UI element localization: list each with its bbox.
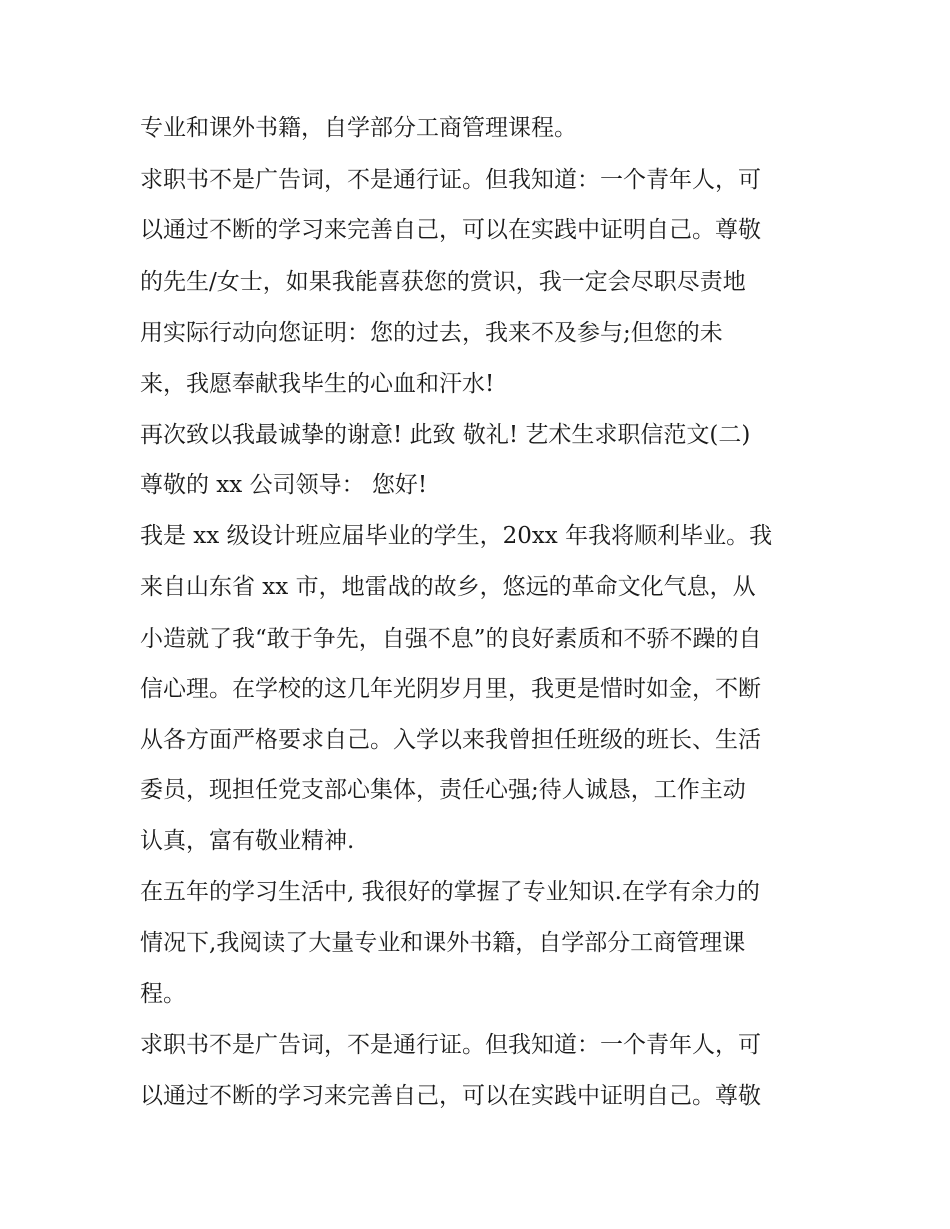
text-line: 小造就了我“敢于争先，自强不息”的良好素质和不骄不躁的自 xyxy=(140,626,762,652)
text-line: 情况下,我阅读了大量专业和课外书籍，自学部分工商管理课 xyxy=(140,930,746,956)
text-line: 信心理。在学校的这几年光阴岁月里，我更是惜时如金，不断 xyxy=(140,676,761,702)
text-line: 的先生/女士，如果我能喜获您的赏识，我一定会尽职尽责地 xyxy=(140,269,746,295)
text-line: 我是 xx 级设计班应届毕业的学生，20xx 年我将顺利毕业。我 xyxy=(140,523,773,549)
text-line: 以通过不断的学习来完善自己，可以在实践中证明自己。尊敬 xyxy=(140,1083,761,1109)
text-line: 程。 xyxy=(140,981,186,1007)
text-line: 以通过不断的学习来完善自己，可以在实践中证明自己。尊敬 xyxy=(140,217,761,243)
text-line: 来，我愿奉献我毕生的心血和汗水! xyxy=(140,371,495,397)
text-line: 求职书不是广告词，不是通行证。但我知道：一个青年人，可 xyxy=(140,167,761,193)
text-line: 委员，现担任党支部心集体，责任心强;待人诚恳，工作主动 xyxy=(140,777,746,803)
text-line: 在五年的学习生活中, 我很好的掌握了专业知识.在学有余力的 xyxy=(140,879,760,905)
text-line: 从各方面严格要求自己。入学以来我曾担任班级的班长、生活 xyxy=(140,727,761,753)
text-line: 再次致以我最诚挚的谢意! 此致 敬礼! 艺术生求职信范文(二) xyxy=(140,422,751,448)
text-line: 求职书不是广告词，不是通行证。但我知道：一个青年人，可 xyxy=(140,1032,761,1058)
text-line: 专业和课外书籍，自学部分工商管理课程。 xyxy=(140,115,577,141)
text-line: 认真，富有敬业精神. xyxy=(140,828,355,854)
text-line: 用实际行动向您证明：您的过去，我来不及参与;但您的未 xyxy=(140,320,723,346)
text-line: 尊敬的 xx 公司领导： 您好! xyxy=(140,472,428,498)
text-line: 来自山东省 xx 市，地雷战的故乡，悠远的革命文化气息，从 xyxy=(140,574,756,600)
